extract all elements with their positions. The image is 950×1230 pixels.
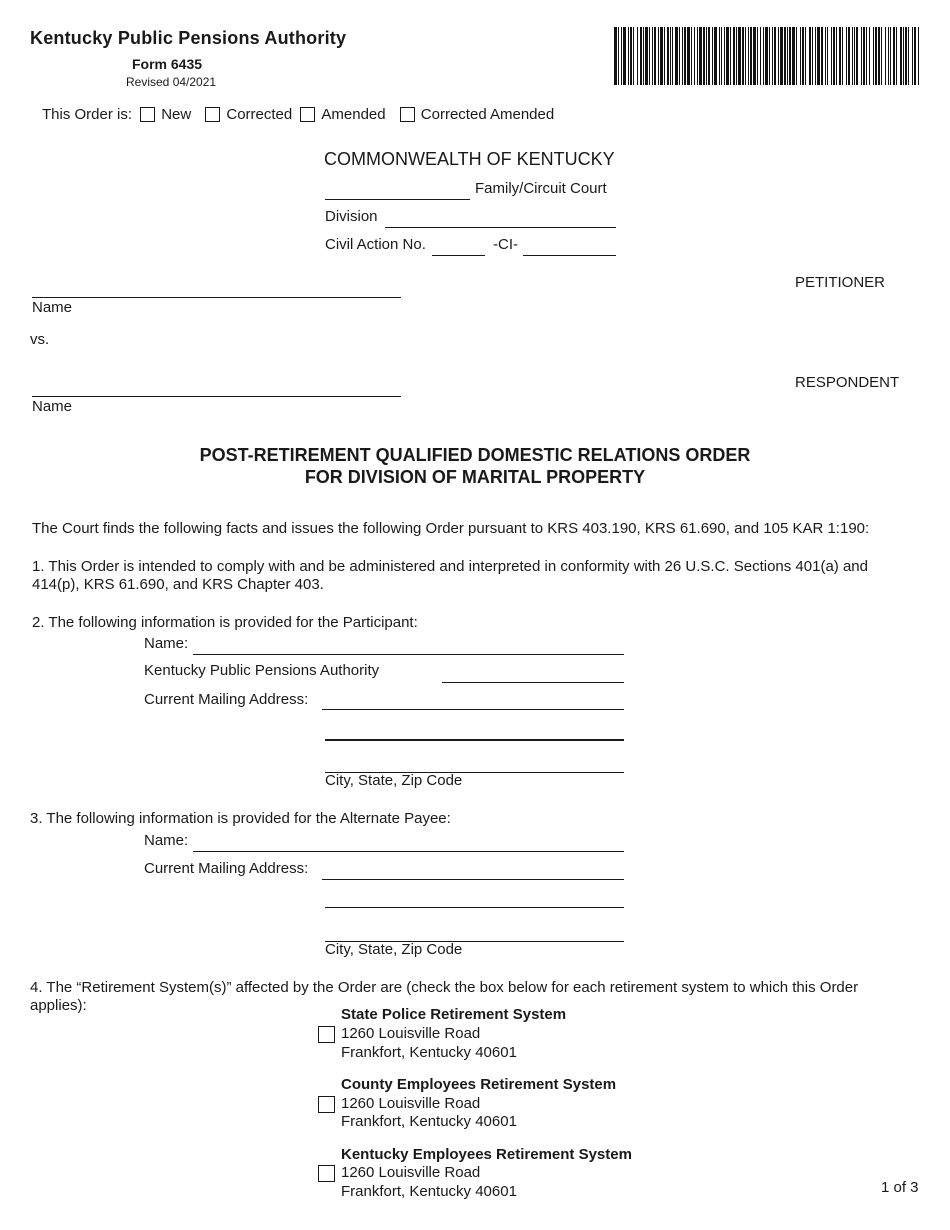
civil-action-label: Civil Action No. — [325, 236, 426, 253]
system-street: 1260 Louisville Road — [341, 1025, 481, 1042]
payee-address-label: Current Mailing Address: — [144, 860, 309, 877]
system-name: State Police Retirement System — [341, 1006, 567, 1023]
item2-heading: 2. The following information is provided for the Participant: — [32, 614, 418, 631]
court-label: Family/Circuit Court — [475, 180, 607, 197]
order-title-line2: FOR DIVISION OF MARITAL PROPERTY — [304, 467, 646, 487]
system-name: County Employees Retirement System — [341, 1076, 617, 1093]
form-number: Form 6435 — [132, 56, 203, 72]
kppa-label: Kentucky Public Pensions Authority — [144, 662, 380, 679]
checkbox-county-employees[interactable] — [318, 1096, 335, 1113]
option-new-label: New — [161, 106, 192, 123]
court-name-field[interactable] — [325, 199, 470, 200]
versus-label: vs. — [30, 331, 50, 348]
participant-address-label: Current Mailing Address: — [144, 691, 309, 708]
civil-action-number-field[interactable] — [523, 255, 616, 256]
payee-name-label: Name: — [144, 832, 189, 849]
revised-date: Revised 04/2021 — [126, 75, 217, 89]
order-type-row — [42, 106, 554, 124]
checkbox-corrected[interactable] — [205, 107, 220, 122]
system-city: Frankfort, Kentucky 40601 — [341, 1113, 517, 1130]
checkbox-corrected-amended[interactable] — [400, 107, 415, 122]
checkbox-new[interactable] — [140, 107, 155, 122]
petitioner-label: PETITIONER — [795, 274, 886, 291]
agency-title: Kentucky Public Pensions Authority — [30, 28, 347, 48]
option-corrected-amended-label: Corrected Amended — [420, 106, 555, 123]
division-field[interactable] — [385, 227, 616, 228]
system-city: Frankfort, Kentucky 40601 — [341, 1183, 517, 1200]
item1-paragraph: 1. This Order is intended to comply with and be administered and interpreted in conformity with 26 U.S.C. Sections 401(a) and 414(p), KRS 61.690, and KRS Chapter 403. — [32, 558, 868, 593]
item3-heading: 3. The following information is provided for the Alternate Payee: — [30, 810, 451, 827]
participant-name-label: Name: — [144, 635, 189, 652]
order-type-label: This Order is: — [42, 106, 133, 123]
petitioner-name-label: Name — [32, 299, 73, 316]
system-street: 1260 Louisville Road — [341, 1164, 481, 1181]
option-corrected-label: Corrected — [226, 106, 293, 123]
participant-name-field[interactable] — [193, 654, 624, 655]
payee-address-field-2[interactable] — [325, 907, 624, 908]
system-city: Frankfort, Kentucky 40601 — [341, 1044, 517, 1061]
page-number: 1 of 3 — [881, 1179, 919, 1196]
barcode-icon — [614, 27, 922, 85]
option-amended-label: Amended — [321, 106, 386, 123]
system-street: 1260 Louisville Road — [341, 1095, 481, 1112]
kppa-number-field[interactable] — [442, 682, 624, 683]
respondent-name-field[interactable] — [32, 396, 401, 397]
payee-name-field[interactable] — [193, 851, 624, 852]
respondent-label: RESPONDENT — [795, 374, 900, 391]
payee-address-field-1[interactable] — [322, 879, 624, 880]
item4-heading: 4. The “Retirement System(s)” affected by the Order are (check the box below for each retirement system to which this Order applies): — [30, 979, 859, 1014]
checkbox-kentucky-employees[interactable] — [318, 1165, 335, 1182]
intro-paragraph: The Court finds the following facts and issues the following Order pursuant to KRS 403.190, KRS 61.690, and 105 KAR 1:190: — [32, 520, 870, 537]
respondent-name-label: Name — [32, 398, 73, 415]
checkbox-state-police[interactable] — [318, 1026, 335, 1043]
division-label: Division — [325, 208, 378, 225]
participant-city-label: City, State, Zip Code — [325, 772, 463, 789]
civil-action-year-field[interactable] — [432, 255, 485, 256]
commonwealth-heading: COMMONWEALTH OF KENTUCKY — [324, 149, 615, 169]
ci-label: -CI- — [493, 236, 518, 253]
system-name: Kentucky Employees Retirement System — [341, 1146, 632, 1163]
barcode-bar — [919, 27, 920, 85]
order-title-line1: POST-RETIREMENT QUALIFIED DOMESTIC RELATIONS ORDER — [199, 445, 751, 465]
participant-address-field-1[interactable] — [322, 709, 624, 710]
participant-address-field-2[interactable] — [325, 739, 624, 741]
payee-city-label: City, State, Zip Code — [325, 941, 463, 958]
petitioner-name-field[interactable] — [32, 297, 401, 298]
checkbox-amended[interactable] — [300, 107, 315, 122]
